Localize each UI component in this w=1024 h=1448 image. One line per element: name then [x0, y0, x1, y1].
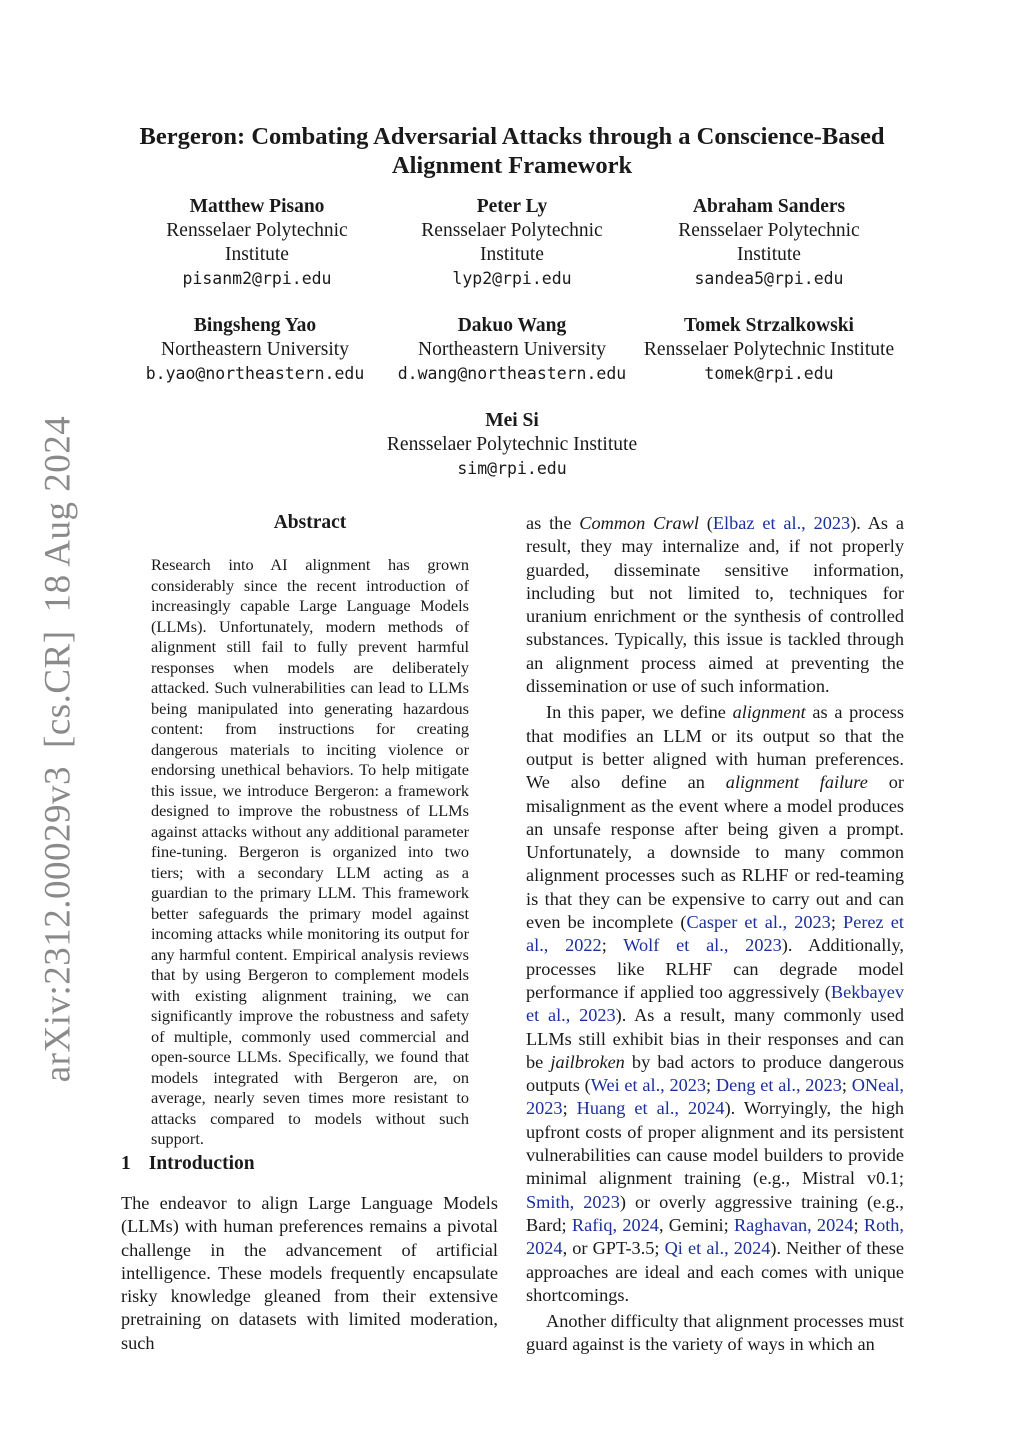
author-block — [372, 314, 652, 386]
author-name: Peter Ly — [476, 196, 548, 217]
author-affiliation: Rensselaer Polytechnic — [421, 220, 603, 241]
arxiv-date: 18 Aug 2024 — [37, 415, 79, 613]
emphasis: alignment failure — [725, 772, 868, 793]
section-heading — [121, 1153, 255, 1175]
author-email[interactable]: lyp2@rpi.edu — [452, 269, 572, 288]
author-name: Mei Si — [485, 410, 539, 431]
intro-paragraph: The endeavor to align Large Language Models (LLMs) with human preferences remains a pivotal challenge in the advancement of artificial intelligence. These models frequently encapsulate risky knowledge gleaned from their extensive pretraining on datasets with limited moderation, such — [121, 1193, 498, 1353]
citation-link[interactable]: Wei et al., 2023 — [590, 1075, 707, 1096]
author-email[interactable]: b.yao@northeastern.edu — [145, 364, 365, 383]
arxiv-identifier — [37, 398, 80, 1083]
citation-link[interactable]: Raghavan, 2024 — [733, 1214, 854, 1235]
citation-link[interactable]: Deng et al., 2023 — [715, 1075, 842, 1096]
body-paragraph: In this paper, we define alignment as a process that modifies an LLM or its output so that the output is better aligned with human preferences. We also define an alignment failure or misalignment as the event where a model produces an unsafe response after being given a prompt. Unfortunately, a downside to many common alignment processes such as RLHF or red-teaming is that they can be expensive to carry out and can even be incomplete (Casper et al., 2023; Perez et al., 2022; Wolf et al., 2023). Additionally, processes like RLHF can degrade model performance if applied too aggressively (Bekbayev et al., 2023). As a result, many commonly used LLMs still exhibit bias in their responses and can be jailbroken by bad actors to produce dangerous outputs (Wei et al., 2023; Deng et al., 2023; ONeal, 2023; Huang et al., 2024). Worryingly, the high upfront costs of proper alignment and its persistent vulnerabilities can cause model builders to provide minimal alignment training (e.g., Mistral v0.1; Smith, 2023) or overly aggressive training (e.g., Bard; Rafiq, 2024, Gemini; Raghavan, 2024; Roth, 2024, or GPT-3.5; Qi et al., 2024). Neither of these approaches are ideal and each comes with unique shortcomings. — [526, 702, 905, 1305]
section-title: Introduction — [148, 1153, 255, 1174]
citation-link[interactable]: Perez et al., 2022 — [526, 912, 904, 956]
author-name: Abraham Sanders — [692, 196, 846, 217]
emphasis: jailbroken — [550, 1051, 625, 1072]
paper-title — [0, 122, 1024, 180]
author-name: Dakuo Wang — [457, 315, 567, 336]
abstract-text: Research into AI alignment has grown considerably since the recent introduction of increasingly capable Large Language Models (LLMs). Unfortunately, modern methods of alignment still fail to fully prevent harmful responses when models are deliberately attacked. Such vulnerabilities can lead to LLMs being manipulated into generating hazardous content: from instructions for creating dangerous materials to inciting violence or endorsing unethical behaviors. To help mitigate this issue, we introduce Bergeron: a framework designed to improve the robustness of LLMs against attacks without any additional parameter fine-tuning. Bergeron is organized into two tiers; with a secondary LLM acting as a guardian to the primary LLM. This framework better safeguards the primary model against incoming attacks while monitoring its output for any harmful content. Empirical analysis reviews that by using Bergeron to complement models with existing alignment training, we can significantly improve the robustness and safety of multiple, commonly used commercial and open-source LLMs. Specifically, we found that models integrated with Bergeron are, on average, nearly seven times more resistant to attacks compared to models without such support. — [151, 555, 469, 1148]
author-affiliation: Northeastern University — [161, 339, 349, 360]
citation-link[interactable]: Qi et al., 2024 — [664, 1238, 771, 1259]
citation-link[interactable]: Smith, 2023 — [526, 1191, 620, 1212]
arxiv-category: [cs.CR] — [37, 630, 79, 748]
author-affiliation: Rensselaer Polytechnic Institute — [386, 434, 638, 455]
author-affiliation: Rensselaer Polytechnic — [166, 220, 348, 241]
emphasis: Common Crawl — [579, 513, 699, 533]
citation-link[interactable]: Casper et al., 2023 — [686, 912, 831, 933]
author-email[interactable]: sandea5@rpi.edu — [694, 269, 844, 288]
citation-link[interactable]: ONeal, 2023 — [526, 1075, 904, 1119]
author-affiliation: Institute — [480, 244, 544, 265]
author-email[interactable]: d.wang@northeastern.edu — [397, 364, 627, 383]
author-affiliation: Northeastern University — [418, 339, 606, 360]
emphasis: alignment — [732, 702, 806, 723]
author-affiliation: Institute — [737, 244, 801, 265]
right-column — [526, 512, 904, 1360]
author-block — [372, 195, 652, 291]
author-name: Bingsheng Yao — [193, 315, 317, 336]
author-block — [115, 314, 395, 386]
author-block — [619, 314, 919, 386]
citation-link[interactable]: Wolf et al., 2023 — [623, 935, 782, 956]
title-line-1: Bergeron: Combating Adversarial Attacks through a Conscience-Based — [139, 123, 885, 150]
citation-link[interactable]: Rafiq, 2024 — [571, 1214, 659, 1235]
citation-link[interactable]: Elbaz et al., 2023 — [712, 513, 851, 533]
author-affiliation: Institute — [225, 244, 289, 265]
body-paragraph: Another difficulty that alignment processes must guard against is the variety of ways in which an — [526, 1311, 904, 1355]
author-affiliation: Rensselaer Polytechnic Institute — [643, 339, 895, 360]
author-email[interactable]: pisanm2@rpi.edu — [182, 269, 332, 288]
author-name: Tomek Strzalkowski — [684, 315, 854, 336]
author-block — [362, 409, 662, 481]
author-name: Matthew Pisano — [189, 196, 325, 217]
abstract-heading: Abstract — [273, 512, 347, 533]
citation-link[interactable]: Bekbayev et al., 2023 — [526, 981, 904, 1026]
author-email[interactable]: sim@rpi.edu — [457, 459, 567, 478]
author-block — [629, 195, 909, 291]
body-paragraph: as the Common Crawl (Elbaz et al., 2023). As a result, they may internalize and, if not properly guarded, disseminate sensitive information, including but not limited to, techniques for uranium enrichment or the synthesis of controlled substances. Typically, this issue is tackled through an alignment process aimed at preventing the dissemination or use of such information. — [526, 513, 904, 697]
arxiv-id: arXiv:2312.00029v3 — [37, 765, 79, 1083]
author-block — [117, 195, 397, 291]
citation-link[interactable]: Huang et al., 2024 — [576, 1098, 725, 1119]
author-affiliation: Rensselaer Polytechnic — [678, 220, 860, 241]
section-number: 1 — [121, 1153, 131, 1174]
title-line-2: Alignment Framework — [391, 152, 633, 179]
citation-link[interactable]: Roth, 2024 — [526, 1214, 904, 1259]
author-email[interactable]: tomek@rpi.edu — [704, 364, 834, 383]
